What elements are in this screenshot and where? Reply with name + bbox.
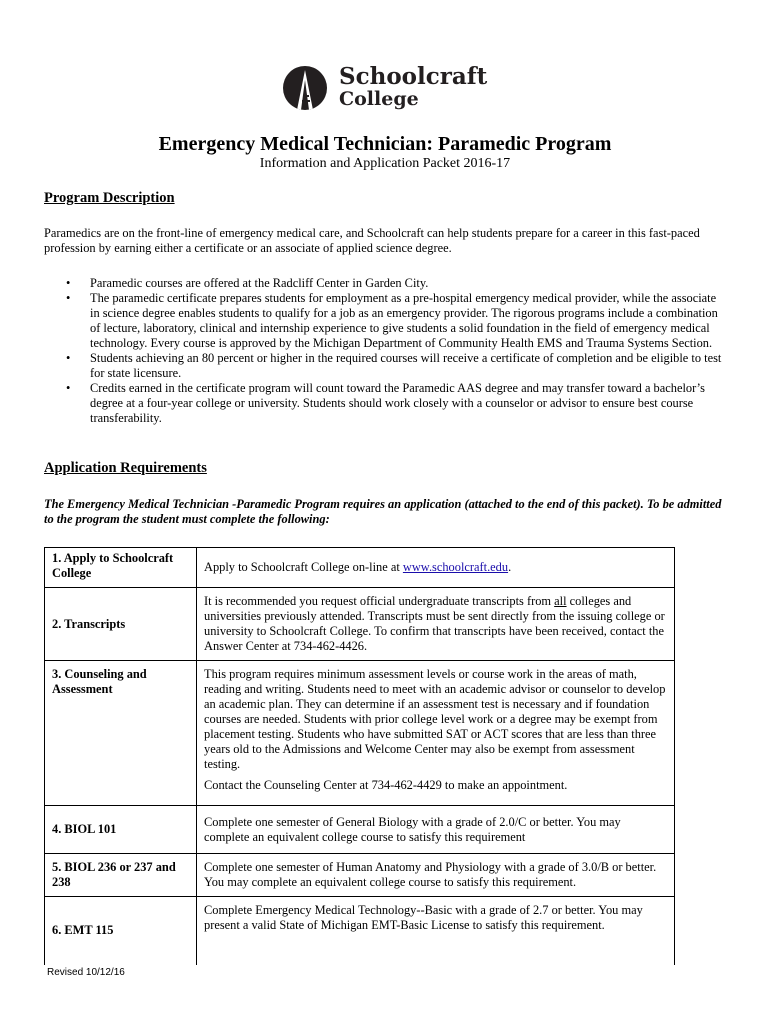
revision-date: Revised 10/12/16	[47, 967, 125, 978]
list-item: • Students achieving an 80 percent or higher in the required courses will receive a certificate of completion and be eligible to test for state licensure.	[66, 351, 722, 380]
program-description-heading: Program Description	[44, 190, 175, 206]
requirement-cell: Complete Emergency Medical Technology--Basic with a grade of 2.7 or better. You may present a valid State of Michigan EMT-Basic License to satisfy this requirement.	[197, 897, 675, 965]
requirement-text: .	[508, 560, 512, 574]
application-requirements-heading: Application Requirements	[44, 460, 207, 476]
college-logo	[283, 63, 488, 110]
list-item: • Paramedic courses are offered at the Radcliff Center in Garden City.	[66, 276, 429, 290]
bullet-text: Students achieving an 80 percent or higher in the required courses will receive a certificate of completion and be eligible to test for state licensure.	[90, 351, 722, 380]
table-row	[45, 661, 675, 806]
table-row	[45, 806, 675, 854]
tower-seal-icon	[283, 66, 327, 110]
bullet-text: The paramedic certificate prepares students for employment as a pre-hospital emergency medical provider, while the associate in science degree enables students to qualify for a job as an emergency provider. The rigorous programs include a combination of lecture, laboratory, clinical and internship experience to give students a solid foundation in the field of emergency medical technology. Every course is approved by the Michigan Department of Community Health EMS and Trauma Systems Section.	[90, 291, 718, 350]
page-title: Emergency Medical Technician: Paramedic Program	[158, 133, 612, 155]
underlined-text: all	[554, 594, 567, 608]
requirement-cell	[197, 548, 675, 588]
bullet-text: Paramedic courses are offered at the Radcliff Center in Garden City.	[90, 276, 429, 290]
requirement-text: This program requires minimum assessment levels or course work in the areas of math, reading and writing. Students need to meet with an academic advisor or counselor to develop an academic plan. They can determine if an assessment test is necessary and if foundation courses are needed. Students with prior college level work or a degree may be exempt from placement testing. Students who have submitted SAT or ACT scores that are less than three years old to the Admissions and Welcome Center may also be exempt from assessment testing.	[204, 667, 666, 771]
counseling-contact: Contact the Counseling Center at 734-462-4429 to make an appointment.	[204, 778, 568, 792]
step-cell: 5. BIOL 236 or 237 and 238	[45, 854, 197, 897]
requirement-cell	[197, 588, 675, 661]
table-row	[45, 854, 675, 897]
logo-line1: Schoolcraft	[339, 63, 488, 90]
step-cell: 3. Counseling and Assessment	[45, 661, 197, 806]
program-description-intro: Paramedics are on the front-line of emergency medical care, and Schoolcraft can help students prepare for a career in this fast-paced profession by earning either a certificate or an associate of applied science degree.	[44, 226, 700, 255]
requirement-text: It is recommended you request official undergraduate transcripts from	[204, 594, 555, 608]
step-cell: 6. EMT 115	[45, 897, 197, 965]
list-item: • Credits earned in the certificate program will count toward the Paramedic AAS degree and may transfer toward a bachelor’s degree at a four-year college or university. Students should work closely with a counselor or advisor to ensure best course transferability.	[66, 381, 705, 425]
step-cell: 1. Apply to Schoolcraft College	[45, 548, 197, 588]
list-item: • The paramedic certificate prepares students for employment as a pre-hospital emergency medical provider, while the associate in science degree enables students to qualify for a job as an emergency provider. The rigorous programs include a combination of lecture, laboratory, clinical and internship experience to give students a solid foundation in the field of emergency medical technology. Every course is approved by the Michigan Department of Community Health EMS and Trauma Systems Section.	[66, 291, 718, 350]
table-row	[45, 588, 675, 661]
table-row	[45, 897, 675, 965]
schoolcraft-link[interactable]: www.schoolcraft.edu	[402, 560, 509, 574]
requirement-text: Apply to Schoolcraft College on-line at	[204, 560, 403, 574]
program-bullets	[44, 276, 724, 426]
table-row	[45, 548, 675, 588]
page-subtitle: Information and Application Packet 2016-17	[259, 156, 511, 171]
requirement-cell: Complete one semester of General Biology with a grade of 2.0/C or better. You may complete an equivalent college course to satisfy this requirement	[197, 806, 675, 854]
bullet-text: Credits earned in the certificate program will count toward the Paramedic AAS degree and may transfer toward a bachelor’s degree at a four-year college or university. Students should work closely with a counselor or advisor to ensure best course transferability.	[90, 381, 705, 425]
requirement-text: colleges and universities previously attended. Transcripts must be sent directly from the issuing college or university to Schoolcraft College. To confirm that transcripts have been received, contact the Answer Center at 734-462-4426.	[204, 594, 665, 653]
requirements-intro: The Emergency Medical Technician -Paramedic Program requires an application (attached to the end of this packet). To be admitted to the program the student must complete the following:	[44, 497, 722, 526]
requirement-cell	[197, 661, 675, 806]
logo-line2: College	[339, 88, 419, 110]
requirement-cell: Complete one semester of Human Anatomy and Physiology with a grade of 3.0/B or better. You may complete an equivalent college course to satisfy this requirement.	[197, 854, 675, 897]
step-cell: 2. Transcripts	[45, 588, 197, 661]
step-cell: 4. BIOL 101	[45, 806, 197, 854]
requirements-table	[44, 547, 675, 965]
